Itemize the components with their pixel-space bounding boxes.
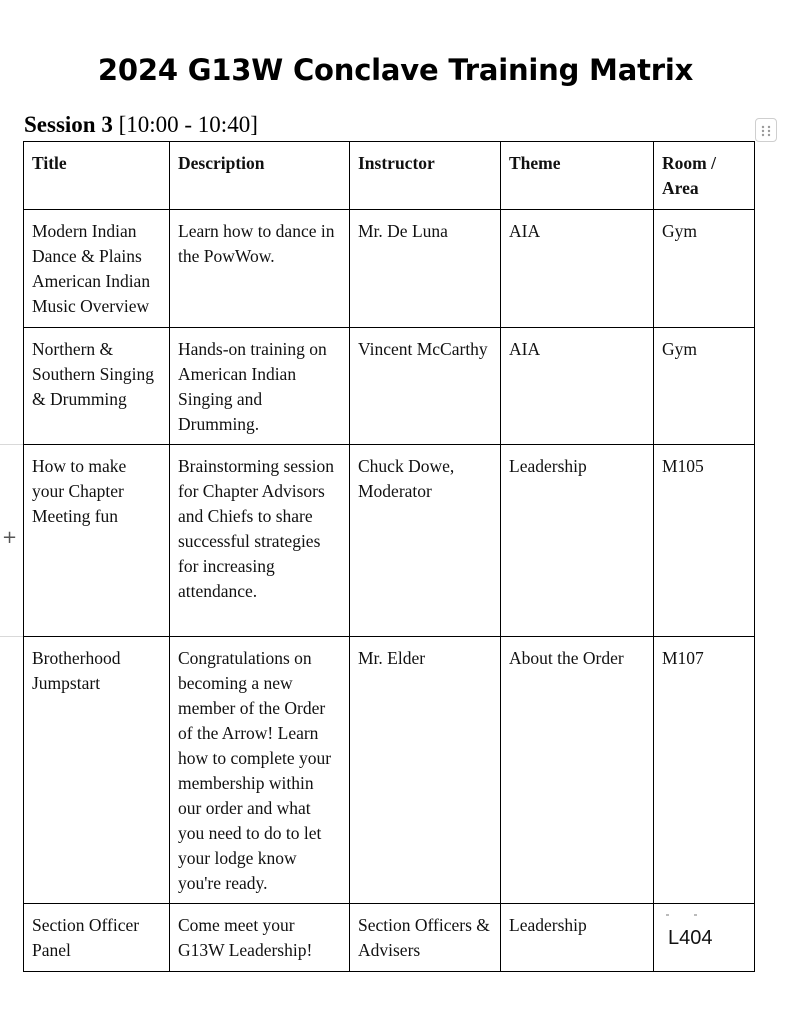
- cell-title: How to make your Chapter Meeting fun: [24, 445, 170, 637]
- scan-mark: [694, 914, 697, 916]
- table-header-row: [24, 142, 755, 210]
- drag-grid-icon[interactable]: [755, 118, 777, 142]
- cell-instructor: Mr. Elder: [350, 637, 501, 904]
- header-title: Title: [24, 142, 170, 210]
- cell-title: Section Officer Panel: [24, 904, 170, 972]
- cell-room: M107: [654, 637, 755, 904]
- table-row: [24, 637, 755, 904]
- header-description: Description: [170, 142, 350, 210]
- row-guide-line: [0, 444, 24, 445]
- cell-theme: AIA: [501, 328, 654, 445]
- cell-room: Gym: [654, 210, 755, 328]
- plus-icon[interactable]: +: [2, 527, 18, 548]
- table-row: [24, 328, 755, 445]
- scan-mark: [666, 914, 669, 916]
- training-matrix-table: [23, 141, 755, 972]
- row-guide-line: [0, 636, 24, 637]
- cell-title: Northern & Southern Singing & Drumming: [24, 328, 170, 445]
- cell-title: Brotherhood Jumpstart: [24, 637, 170, 904]
- session-heading: [24, 110, 258, 140]
- cell-instructor: Vincent McCarthy: [350, 328, 501, 445]
- cell-room: M105: [654, 445, 755, 637]
- cell-description: Hands-on training on American Indian Singing and Drumming.: [170, 328, 350, 445]
- document-title: 2024 G13W Conclave Training Matrix: [97, 53, 694, 87]
- cell-theme: AIA: [501, 210, 654, 328]
- cell-theme: About the Order: [501, 637, 654, 904]
- cell-instructor: Mr. De Luna: [350, 210, 501, 328]
- session-label: Session 3: [24, 112, 113, 137]
- cell-description: Learn how to dance in the PowWow.: [170, 210, 350, 328]
- cell-room: L404: [654, 904, 755, 972]
- header-room: Room / Area: [654, 142, 755, 210]
- cell-description: Come meet your G13W Leadership!: [170, 904, 350, 972]
- cell-theme: Leadership: [501, 445, 654, 637]
- table-row: [24, 445, 755, 637]
- table-row: [24, 210, 755, 328]
- table-row: [24, 904, 755, 972]
- cell-title: Modern Indian Dance & Plains American Indian Music Overview: [24, 210, 170, 328]
- header-theme: Theme: [501, 142, 654, 210]
- session-time: [10:00 - 10:40]: [118, 112, 258, 137]
- cell-theme: Leadership: [501, 904, 654, 972]
- cell-description: Congratulations on becoming a new member of the Order of the Arrow! Learn how to complete your membership within our order and what you need to do to let your lodge know you're ready.: [170, 637, 350, 904]
- cell-description: Brainstorming session for Chapter Advisors and Chiefs to share successful strategies for increasing attendance.: [170, 445, 350, 637]
- cell-instructor: Section Officers & Advisers: [350, 904, 501, 972]
- cell-room: Gym: [654, 328, 755, 445]
- header-instructor: Instructor: [350, 142, 501, 210]
- cell-instructor: Chuck Dowe, Moderator: [350, 445, 501, 637]
